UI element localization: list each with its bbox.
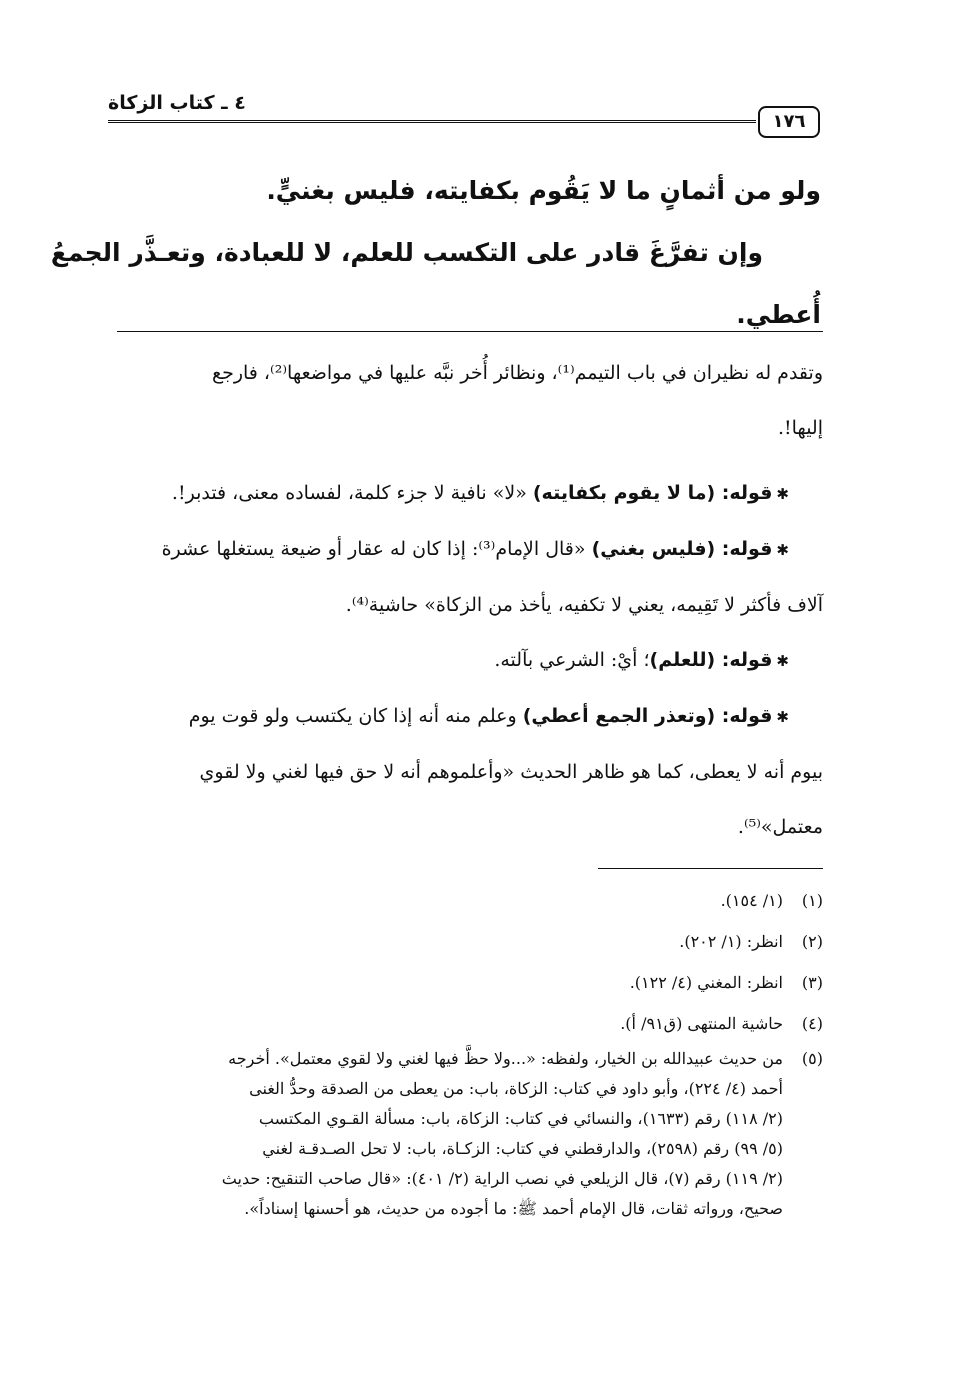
- footnote-separator-rule: [598, 868, 823, 869]
- footnote-text: حاشية المنتهى (ق٩١/ أ).: [620, 1014, 783, 1033]
- footnote-line: (٥/ ٩٩) رقم (٢٥٩٨)، والدارقطني في كتاب: الزكـاة، باب: لا تحل الصـدقـة لغني: [262, 1139, 783, 1158]
- commentary-line: وتقدم له نظيران في باب التيمم⁽¹⁾، ونظائر أُخر نبَّه عليها في مواضعها⁽²⁾، فارجع: [211, 362, 823, 384]
- footnote-text: (١/ ١٥٤).: [720, 891, 783, 910]
- footnotes: [116, 880, 823, 1224]
- matn-line: ولو من أثمانٍ ما لا يَقُوم بكفايته، فليس بغنيٍّ.: [266, 176, 821, 205]
- commentary-line: إليها!.: [777, 417, 823, 439]
- lemma: قوله: (وتعذر الجمع أعطي): [522, 705, 773, 727]
- footnote-text: من حديث عبيدالله بن الخيار، ولفظه: «...ولا حظَّ فيها لغني ولا لقوي معتمل». أخرجه: [228, 1049, 783, 1068]
- header-double-rule: [108, 120, 756, 126]
- page-number: ١٧٦: [758, 106, 820, 138]
- lemma: قوله: (فليس بغني): [591, 538, 773, 560]
- commentary-fragment: ؛ أيْ: الشرعي بآلته.: [494, 649, 650, 671]
- footnote: [116, 921, 823, 962]
- chapter-title: ٤ ـ كتاب الزكاة: [108, 92, 246, 114]
- lemma: قوله: (للعلم): [649, 649, 773, 671]
- footnote: [116, 880, 823, 921]
- footnote-number: (٤): [801, 1014, 823, 1033]
- commentary-fragment: «لا» نافية لا جزء كلمة، لفساده معنى، فتدبر!.: [171, 482, 533, 504]
- footnote-number: (٣): [801, 973, 823, 992]
- commentary-fragment: وعلم منه أنه إذا كان يكتسب ولو قوت يوم: [188, 705, 523, 727]
- commentary-line: [116, 466, 823, 522]
- asterisk-icon: ✱: [776, 652, 789, 670]
- matn-line: وإن تفرَّغَ قادر على التكسب للعلم، لا للعبادة، وتعـذَّر الجمعُ: [50, 238, 763, 267]
- commentary-fragment: «قال الإمام⁽³⁾: إذا كان له عقار أو ضيعة يستغلها عشرة: [161, 538, 592, 560]
- commentary-line: [116, 633, 823, 689]
- running-header: [108, 88, 820, 140]
- footnote-line: (٢/ ١١٩) رقم (٧)، قال الزيلعي في نصب الراية (٢/ ٤٠١): «قال صاحب التنقيح: حديث: [221, 1169, 783, 1188]
- footnote-text: انظر: المغني (٤/ ١٢٢).: [629, 973, 783, 992]
- asterisk-icon: ✱: [776, 708, 789, 726]
- footnote: [116, 962, 823, 1003]
- footnote: [116, 1044, 823, 1074]
- footnote-line: صحيح، ورواته ثقات، قال الإمام أحمد ﷺ: ما أجوده من حديث، هو أحسنها إسناداً».: [244, 1199, 783, 1218]
- footnote-line: (٢/ ١١٨) رقم (١٦٣٣)، والنسائي في كتاب: الزكاة، باب: مسألة القـوي المكتسب: [258, 1109, 783, 1128]
- matn-line: أُعطي.: [736, 300, 821, 329]
- asterisk-icon: ✱: [776, 485, 789, 503]
- commentary-line: معتمل»⁽⁵⁾.: [737, 816, 823, 838]
- matn-text: [50, 160, 821, 346]
- commentary-text: [116, 346, 823, 855]
- footnote-number: (٢): [801, 932, 823, 951]
- footnote-number: (٥): [801, 1049, 823, 1068]
- commentary-line: [116, 689, 823, 745]
- lemma: قوله: (ما لا يقوم بكفايته): [532, 482, 773, 504]
- commentary-line: بيوم أنه لا يعطى، كما هو ظاهر الحديث «وأعلموهم أنه لا حق فيها لغني ولا لقوي: [199, 761, 823, 783]
- footnote-line: أحمد (٤/ ٢٢٤)، وأبو داود في كتاب: الزكاة، باب: من يعطى من الصدقة وحدُّ الغنى: [249, 1079, 783, 1098]
- commentary-line: آلاف فأكثر لا تَقِيمه، يعني لا تكفيه، يأخذ من الزكاة» حاشية⁽⁴⁾.: [345, 594, 823, 616]
- footnote: [116, 1003, 823, 1044]
- matn-separator-rule: [117, 331, 823, 332]
- footnote-number: (١): [801, 891, 823, 910]
- commentary-line: [116, 522, 823, 578]
- footnote-text: انظر: (١/ ٢٠٢).: [679, 932, 783, 951]
- asterisk-icon: ✱: [776, 541, 789, 559]
